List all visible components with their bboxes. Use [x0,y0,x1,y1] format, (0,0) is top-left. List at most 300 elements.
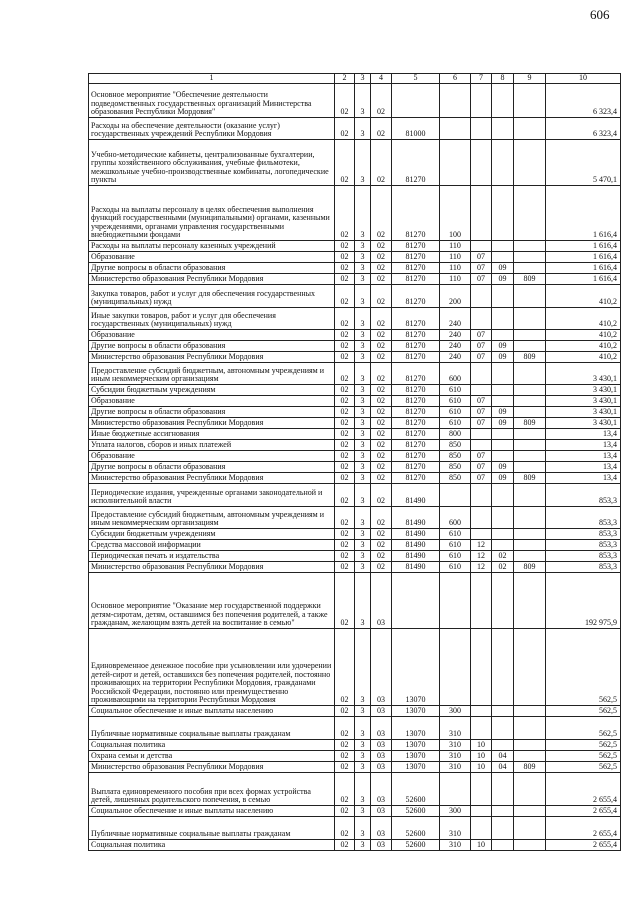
ministry-code: 809 [514,418,546,429]
amount-value: 2 655,4 [546,840,621,851]
subsection-code: 04 [492,751,514,762]
ministry-code [514,330,546,341]
row-description: Образование [89,330,335,341]
target-article-code: 52600 [392,773,440,806]
amount-value: 853,3 [546,562,621,573]
expense-type-code: 240 [440,341,471,352]
subsection-code [492,429,514,440]
amount-value: 13,4 [546,440,621,451]
table-row [89,473,621,484]
target-article-code: 81270 [392,429,440,440]
target-article-code: 81270 [392,274,440,285]
target-article-code: 13070 [392,629,440,706]
table-row [89,451,621,462]
subsection-code [492,573,514,629]
code-2: 02 [335,363,355,385]
table-row [89,462,621,473]
row-description: Министерство образования Республики Мордовия [89,352,335,363]
section-code: 07 [471,407,492,418]
target-article-code: 13070 [392,717,440,740]
target-article-code: 81490 [392,484,440,507]
code-2: 02 [335,451,355,462]
ministry-code [514,84,546,118]
code-4: 02 [371,263,392,274]
section-code [471,241,492,252]
ministry-code [514,573,546,629]
code-3: 3 [355,274,371,285]
expense-type-code [440,140,471,186]
ministry-code [514,385,546,396]
code-2: 02 [335,241,355,252]
code-3: 3 [355,363,371,385]
row-description: Другие вопросы в области образования [89,263,335,274]
target-article-code: 81270 [392,462,440,473]
row-description: Предоставление субсидий бюджетным, автономным учреждениям и иным некоммерческим организациям [89,507,335,529]
code-2: 02 [335,529,355,540]
subsection-code [492,241,514,252]
target-article-code [392,573,440,629]
row-description: Министерство образования Республики Мордовия [89,473,335,484]
target-article-code: 81490 [392,540,440,551]
code-4: 03 [371,706,392,717]
column-header: 1 [89,74,335,84]
subsection-code [492,84,514,118]
row-description: Публичные нормативные социальные выплаты гражданам [89,817,335,840]
row-description: Социальная политика [89,740,335,751]
code-2: 02 [335,773,355,806]
row-description: Субсидии бюджетным учреждениям [89,385,335,396]
section-code: 10 [471,840,492,851]
target-article-code [392,84,440,118]
row-description: Образование [89,451,335,462]
code-2: 02 [335,551,355,562]
code-2: 02 [335,140,355,186]
expense-type-code [440,484,471,507]
table-row [89,573,621,629]
code-2: 02 [335,573,355,629]
column-header: 8 [492,74,514,84]
amount-value: 6 323,4 [546,84,621,118]
subsection-code [492,629,514,706]
row-description: Министерство образования Республики Мордовия [89,562,335,573]
table-row [89,751,621,762]
code-3: 3 [355,186,371,241]
code-4: 02 [371,407,392,418]
code-3: 3 [355,440,371,451]
target-article-code: 81270 [392,407,440,418]
table-row [89,308,621,330]
table-row [89,118,621,140]
row-description: Основное мероприятие "Оказание мер государственной поддержки детям-сиротам, детям, оставшимся без попечения родителей, а также гражданам, желающим взять детей на воспитание в семью" [89,573,335,629]
target-article-code: 81270 [392,263,440,274]
code-3: 3 [355,717,371,740]
target-article-code: 81270 [392,440,440,451]
amount-value: 192 975,9 [546,573,621,629]
code-4: 02 [371,484,392,507]
section-code [471,285,492,308]
subsection-code [492,840,514,851]
subsection-code [492,717,514,740]
target-article-code: 81490 [392,529,440,540]
column-header: 2 [335,74,355,84]
table-row [89,186,621,241]
table-row [89,484,621,507]
code-4: 03 [371,573,392,629]
ministry-code [514,840,546,851]
target-article-code: 81270 [392,418,440,429]
expense-type-code: 200 [440,285,471,308]
target-article-code: 81270 [392,186,440,241]
subsection-code [492,817,514,840]
code-4: 03 [371,629,392,706]
subsection-code [492,773,514,806]
code-3: 3 [355,140,371,186]
code-3: 3 [355,462,371,473]
code-2: 02 [335,762,355,773]
section-code [471,440,492,451]
row-description: Закупка товаров, работ и услуг для обеспечения государственных (муниципальных) нужд [89,285,335,308]
amount-value: 562,5 [546,740,621,751]
target-article-code: 81270 [392,473,440,484]
row-description: Расходы на выплаты персоналу казенных учреждений [89,241,335,252]
code-3: 3 [355,551,371,562]
expense-type-code: 240 [440,352,471,363]
row-description: Периодические издания, учрежденные органами законодательной и исполнительной власти [89,484,335,507]
section-code: 07 [471,274,492,285]
table-row [89,407,621,418]
subsection-code [492,806,514,817]
row-description: Иные закупки товаров, работ и услуг для обеспечения государственных (муниципальных) нужд [89,308,335,330]
ministry-code [514,529,546,540]
section-code [471,429,492,440]
expense-type-code: 240 [440,308,471,330]
expense-type-code: 850 [440,462,471,473]
ministry-code [514,629,546,706]
code-4: 03 [371,762,392,773]
row-description: Публичные нормативные социальные выплаты гражданам [89,717,335,740]
ministry-code [514,363,546,385]
target-article-code: 81270 [392,252,440,263]
code-2: 02 [335,352,355,363]
row-description: Социальное обеспечение и иные выплаты населению [89,706,335,717]
table-row [89,529,621,540]
code-3: 3 [355,762,371,773]
code-2: 02 [335,418,355,429]
subsection-code [492,740,514,751]
table-row [89,762,621,773]
section-code [471,629,492,706]
section-code: 07 [471,252,492,263]
amount-value: 562,5 [546,762,621,773]
row-description: Охрана семьи и детства [89,751,335,762]
ministry-code: 809 [514,473,546,484]
section-code [471,717,492,740]
code-4: 02 [371,140,392,186]
section-code: 10 [471,762,492,773]
code-4: 02 [371,562,392,573]
code-2: 02 [335,462,355,473]
target-article-code: 81270 [392,140,440,186]
table-row [89,252,621,263]
table-row [89,817,621,840]
table-row [89,263,621,274]
expense-type-code: 850 [440,440,471,451]
expense-type-code: 100 [440,186,471,241]
row-description: Основное мероприятие "Обеспечение деятельности подведомственных государственных организаций Министерства образования Республики Мордовия" [89,84,335,118]
amount-value: 853,3 [546,551,621,562]
section-code: 07 [471,396,492,407]
code-2: 02 [335,84,355,118]
row-description: Единовременное денежное пособие при усыновлении или удочерении детей-сирот и детей, оставшихся без попечения родителей, постоянно проживающих на территории Республики Мордовия, гражданами Российской Федерации, постоянно или преимущественно проживающими на территории Республики Мордовия [89,629,335,706]
target-article-code: 81270 [392,241,440,252]
code-3: 3 [355,840,371,851]
row-description: Выплата единовременного пособия при всех формах устройства детей, лишенных родительского попечения, в семью [89,773,335,806]
column-header: 9 [514,74,546,84]
row-description: Образование [89,252,335,263]
table-row [89,540,621,551]
code-2: 02 [335,285,355,308]
table-row [89,629,621,706]
table-row [89,840,621,851]
row-description: Социальная политика [89,840,335,851]
column-header: 5 [392,74,440,84]
ministry-code [514,451,546,462]
subsection-code: 04 [492,762,514,773]
code-2: 02 [335,407,355,418]
amount-value: 6 323,4 [546,118,621,140]
row-description: Министерство образования Республики Мордовия [89,274,335,285]
target-article-code: 81270 [392,451,440,462]
subsection-code [492,140,514,186]
subsection-code [492,451,514,462]
code-2: 02 [335,263,355,274]
section-code: 10 [471,740,492,751]
expense-type-code: 310 [440,717,471,740]
code-3: 3 [355,285,371,308]
amount-value: 1 616,4 [546,241,621,252]
code-3: 3 [355,385,371,396]
code-4: 02 [371,551,392,562]
expense-type-code: 310 [440,840,471,851]
code-4: 02 [371,363,392,385]
ministry-code [514,751,546,762]
table-row [89,740,621,751]
section-code: 12 [471,562,492,573]
subsection-code [492,706,514,717]
section-code: 07 [471,451,492,462]
code-4: 02 [371,473,392,484]
code-4: 02 [371,352,392,363]
ministry-code: 809 [514,562,546,573]
code-4: 02 [371,462,392,473]
table-row [89,341,621,352]
column-header: 6 [440,74,471,84]
code-2: 02 [335,252,355,263]
code-4: 02 [371,529,392,540]
code-3: 3 [355,484,371,507]
ministry-code [514,440,546,451]
section-code: 12 [471,540,492,551]
table-row [89,562,621,573]
code-3: 3 [355,473,371,484]
subsection-code [492,308,514,330]
ministry-code [514,308,546,330]
expense-type-code: 610 [440,551,471,562]
amount-value: 3 430,1 [546,363,621,385]
expense-type-code: 800 [440,429,471,440]
row-description: Другие вопросы в области образования [89,462,335,473]
table-header-row [89,74,621,84]
page-number: 606 [590,7,610,22]
table-row [89,418,621,429]
code-3: 3 [355,706,371,717]
section-code [471,573,492,629]
code-2: 02 [335,507,355,529]
ministry-code: 809 [514,352,546,363]
amount-value: 562,5 [546,717,621,740]
target-article-code: 81270 [392,363,440,385]
subsection-code [492,540,514,551]
expense-type-code [440,118,471,140]
code-2: 02 [335,840,355,851]
amount-value: 562,5 [546,751,621,762]
code-4: 03 [371,840,392,851]
section-code: 07 [471,473,492,484]
subsection-code [492,385,514,396]
amount-value: 13,4 [546,462,621,473]
expense-type-code: 110 [440,252,471,263]
subsection-code: 09 [492,473,514,484]
code-3: 3 [355,540,371,551]
expense-type-code [440,84,471,118]
amount-value: 13,4 [546,473,621,484]
code-4: 03 [371,806,392,817]
code-3: 3 [355,263,371,274]
code-4: 02 [371,241,392,252]
section-code: 07 [471,330,492,341]
expense-type-code: 610 [440,540,471,551]
expense-type-code: 610 [440,385,471,396]
column-header: 7 [471,74,492,84]
amount-value: 1 616,4 [546,274,621,285]
amount-value: 853,3 [546,507,621,529]
amount-value: 853,3 [546,484,621,507]
code-3: 3 [355,84,371,118]
amount-value: 1 616,4 [546,263,621,274]
table-row [89,551,621,562]
code-3: 3 [355,118,371,140]
code-4: 02 [371,186,392,241]
subsection-code [492,252,514,263]
code-2: 02 [335,740,355,751]
row-description: Другие вопросы в области образования [89,407,335,418]
ministry-code [514,186,546,241]
row-description: Предоставление субсидий бюджетным, автономным учреждениям и иным некоммерческим организациям [89,363,335,385]
subsection-code: 02 [492,562,514,573]
code-4: 02 [371,540,392,551]
ministry-code [514,407,546,418]
ministry-code [514,462,546,473]
table-row [89,429,621,440]
code-3: 3 [355,817,371,840]
expense-type-code: 300 [440,806,471,817]
code-3: 3 [355,429,371,440]
target-article-code: 13070 [392,762,440,773]
expense-type-code: 310 [440,751,471,762]
target-article-code: 81490 [392,507,440,529]
code-4: 02 [371,451,392,462]
table-row [89,806,621,817]
subsection-code: 09 [492,352,514,363]
row-description: Расходы на обеспечение деятельности (оказание услуг) государственных учреждений Республики Мордовия [89,118,335,140]
section-code [471,84,492,118]
code-2: 02 [335,540,355,551]
row-description: Другие вопросы в области образования [89,341,335,352]
code-4: 02 [371,507,392,529]
expense-type-code: 300 [440,706,471,717]
target-article-code: 13070 [392,706,440,717]
code-2: 02 [335,751,355,762]
table-row [89,285,621,308]
table-row [89,140,621,186]
expense-type-code: 600 [440,507,471,529]
code-4: 02 [371,418,392,429]
subsection-code [492,285,514,308]
code-4: 02 [371,396,392,407]
section-code: 07 [471,341,492,352]
section-code: 10 [471,751,492,762]
row-description: Расходы на выплаты персоналу в целях обеспечения выполнения функций государственными (муниципальными) органами, казенными учреждениями, органами управления государственными внебюджетными фондами [89,186,335,241]
subsection-code: 09 [492,407,514,418]
code-4: 03 [371,751,392,762]
ministry-code [514,551,546,562]
section-code [471,706,492,717]
code-3: 3 [355,396,371,407]
section-code [471,817,492,840]
code-3: 3 [355,806,371,817]
amount-value: 562,5 [546,629,621,706]
ministry-code [514,341,546,352]
expense-type-code: 850 [440,473,471,484]
table-row [89,330,621,341]
code-3: 3 [355,341,371,352]
table-row [89,385,621,396]
code-4: 02 [371,385,392,396]
row-description: Средства массовой информации [89,540,335,551]
code-4: 02 [371,429,392,440]
code-2: 02 [335,806,355,817]
code-4: 02 [371,440,392,451]
code-3: 3 [355,740,371,751]
table-row [89,363,621,385]
ministry-code [514,396,546,407]
code-2: 02 [335,562,355,573]
expense-type-code: 110 [440,274,471,285]
table-row [89,507,621,529]
expense-type-code [440,573,471,629]
code-4: 02 [371,274,392,285]
subsection-code [492,118,514,140]
expense-type-code: 610 [440,529,471,540]
code-4: 02 [371,285,392,308]
ministry-code [514,263,546,274]
code-3: 3 [355,451,371,462]
amount-value: 2 655,4 [546,773,621,806]
code-2: 02 [335,629,355,706]
section-code: 07 [471,352,492,363]
subsection-code [492,529,514,540]
target-article-code: 81270 [392,385,440,396]
